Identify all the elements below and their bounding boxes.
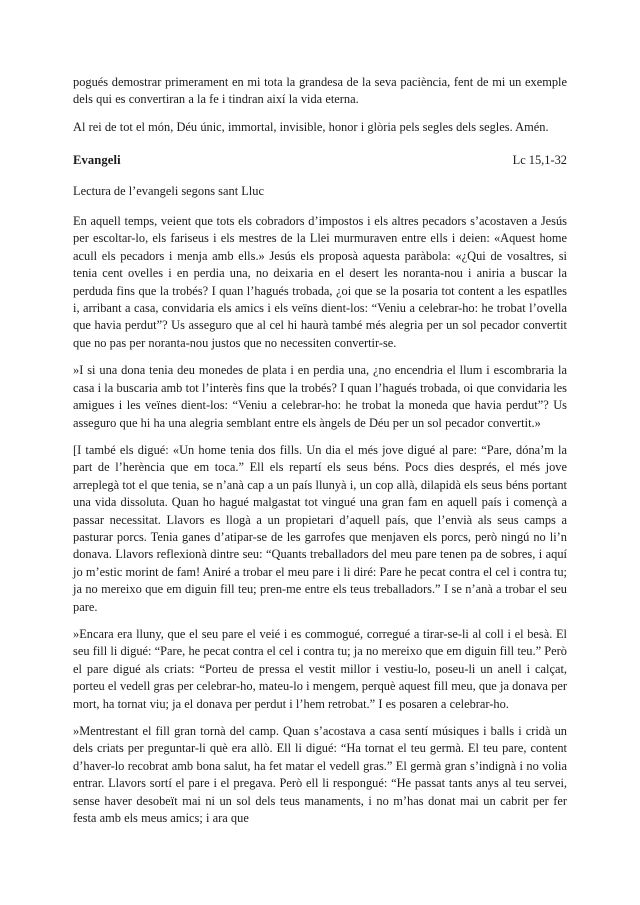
gospel-paragraph-2: »I si una dona tenia deu monedes de plata i en perdia una, ¿no encendria el llum i escombraria la casa i la buscaria amb tot l’interès fins que la trobés? I quan l’hagués trobada, oi que convidaria les amigues i les veïnes dient-los: “Veniu a celebrar-ho: he trobat la moneda que havia perdut”? Us asseguro que hi ha una alegria semblant entre els àngels de Déu per un sol pecador convertit.» xyxy=(73,363,567,430)
text-column xyxy=(73,74,567,827)
page-title: Evangeli xyxy=(73,153,121,168)
gospel-paragraph-3: [I també els digué: «Un home tenia dos fills. Un dia el més jove digué al pare: “Pare, dóna’m la part de l’herència que em toca.” Ell els repartí els seus béns. Pocs dies després, el més jove arreplegà tot el que tenia, se n’anà cap a un país llunyà i, un cop allà, dilapidà els seus béns portant una vida dissoluta. Quan ho hagué malgastat tot vingué una gran fam en aquell país i començà a passar necessitat. Llavors es llogà a un propietari d’aquell país, que l’envià als seus camps a pasturar porcs. Tenia ganes d’atipar-se de les garrofes que menjaven els porcs, però ningú no li’n donava. Llavors reflexionà dintre seu: “Quants treballadors del meu pare tenen pa de sobres, i aquí jo m’estic morint de fam! Aniré a trobar el meu pare i li diré: Pare he pecat contra el cel i contra tu; ja no mereixo que em diguin fill teu; pren-me entre els teus treballadors.” I se n’anà a trobar el seu pare. xyxy=(73,442,567,614)
paragraph-doxology: Al rei de tot el món, Déu únic, immortal, invisible, honor i glòria pels segles dels segles. Amén. xyxy=(73,119,549,134)
reading-introduction: Lectura de l’evangeli segons sant Lluc xyxy=(73,183,264,198)
paragraph-epistle-continuation: pogués demostrar primerament en mi tota la grandesa de la seva paciència, fent de mi un exemple dels qui es convertiran a la fe i tindran així la vida eterna. xyxy=(73,75,567,107)
gospel-paragraph-1: En aquell temps, veient que tots els cobradors d’impostos i els altres pecadors s’acostaven a Jesús per escoltar-lo, els fariseus i els mestres de la Llei murmuraven entre ells i deien: «Aquest home acull els pecadors i menja amb ells.» Jesús els proposà aquesta paràbola: «¿Qui de vosaltres, si tenia cent ovelles i en perdia una, no deixaria en el desert les noranta-nou i aniria a buscar la perduda fins que la trobés? I quan l’hagués trobada, ¿oi que se la posaria tot content a les espatlles i, arribant a casa, convidaria els amics i els veïns dient-los: “Veniu a celebrar-ho: he trobat l’ovella que havia perdut”? Us asseguro que al cel hi haurà també més alegria per un sol pecador convertit que no pas per noranta-nou justos que no necessiten convertir-se. xyxy=(73,214,567,350)
gospel-paragraph-5: »Mentrestant el fill gran tornà del camp. Quan s’acostava a casa sentí músiques i balls i cridà un dels criats per preguntar-li què era allò. Ell li digué: “Ha tornat el teu germà. El teu pare, content d’haver-lo recobrat amb bona salut, ha fet matar el vedell gras.” El germà gran s’indignà i no volia entrar. Llavors sortí el pare i el pregava. Però ell li respongué: “He passat tants anys al teu servei, sense haver desobeït mai ni un sol dels teus manaments, i no m’has donat mai un cabrit per fer festa amb els meus amics; i ara que xyxy=(73,724,567,826)
gospel-heading xyxy=(73,152,567,169)
scripture-reference: Lc 15,1-32 xyxy=(512,153,567,168)
gospel-paragraph-4: »Encara era lluny, que el seu pare el veié i es commogué, corregué a tirar-se-li al coll i el besà. El seu fill li digué: “Pare, he pecat contra el cel i contra tu; ja no mereixo que em diguin fill teu.” Però el pare digué als criats: “Porteu de pressa el vestit millor i vestiu-lo, poseu-li un anell i calçat, porteu el vedell gras per celebrar-ho, mateu-lo i mengem, perquè aquest fill meu, que ja donava per mort, ha tornat viu; ja el donava per perdut i l’hem retrobat.” I es posaren a celebrar-ho. xyxy=(73,626,567,711)
